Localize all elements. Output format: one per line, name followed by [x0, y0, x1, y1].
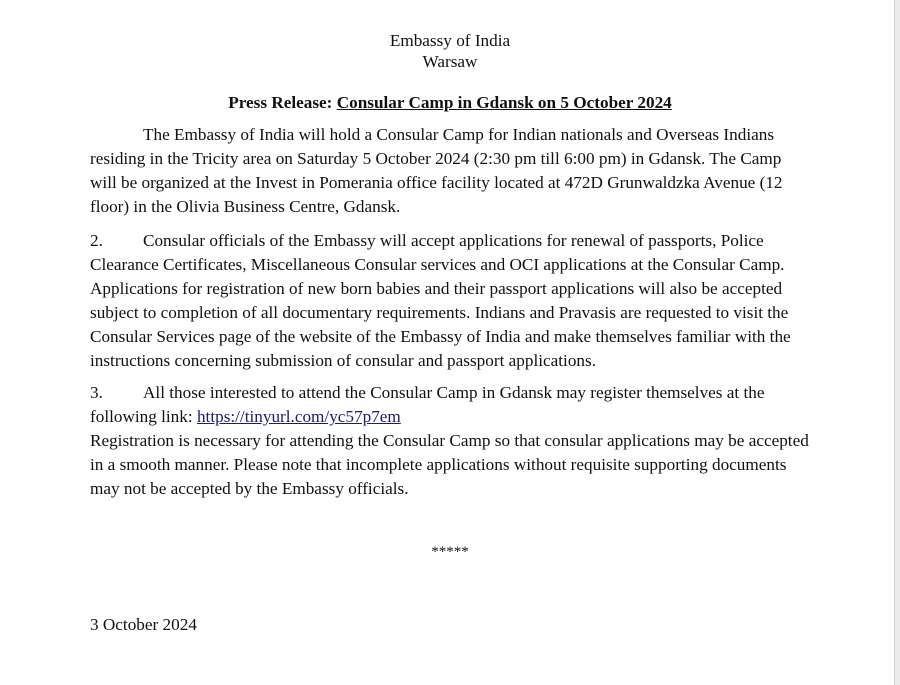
- press-release-title: [90, 92, 810, 113]
- paragraph-3: [90, 381, 810, 501]
- paragraph-3-number: 3.: [90, 383, 103, 402]
- paragraph-2: [90, 229, 810, 373]
- embassy-name: Embassy of India: [389, 31, 511, 50]
- title-prefix: Press Release:: [228, 93, 333, 112]
- title-subject: Consular Camp in Gdansk on 5 October 2024: [336, 93, 672, 112]
- paragraph-2-text: Consular officials of the Embassy will accept applications for renewal of passports, Police Clearance Certificates, Miscellaneous Consular services and OCI applications at the Consular Camp. Applications for registration of new born babies and their passport applications will also be accepted subject to completion of all documentary requirements. Indians and Pravasis are requested to visit the Consular Services page of the website of the Embassy of India and make themselves familiar with the instructions concerning submission of consular and passport applications.: [90, 231, 791, 370]
- section-separator: *****: [431, 544, 469, 560]
- registration-link[interactable]: https://tinyurl.com/yc57p7em: [196, 407, 401, 426]
- paragraph-1-text: The Embassy of India will hold a Consular Camp for Indian nationals and Overseas Indians residing in the Tricity area on Saturday 5 October 2024 (2:30 pm till 6:00 pm) in Gdansk. The Camp will be organized at the Invest in Pomerania office facility located at 472D Grunwaldzka Avenue (12 floor) in the Olivia Business Centre, Gdansk.: [90, 125, 783, 216]
- paragraph-2-number: 2.: [90, 231, 103, 250]
- paragraph-3-registration-note: Registration is necessary for attending the Consular Camp so that consular applications may be accepted in a smooth manner. Please note that incomplete applications without requisite supporting documents may not be accepted by the Embassy officials.: [90, 431, 809, 498]
- paragraph-1: [90, 123, 810, 219]
- embassy-city: Warsaw: [422, 52, 478, 71]
- release-date: 3 October 2024: [90, 615, 197, 634]
- paragraph-3-text: All those interested to attend the Consular Camp in Gdansk may register themselves at the following link:: [90, 383, 765, 426]
- viewer-background-strip: [895, 0, 900, 685]
